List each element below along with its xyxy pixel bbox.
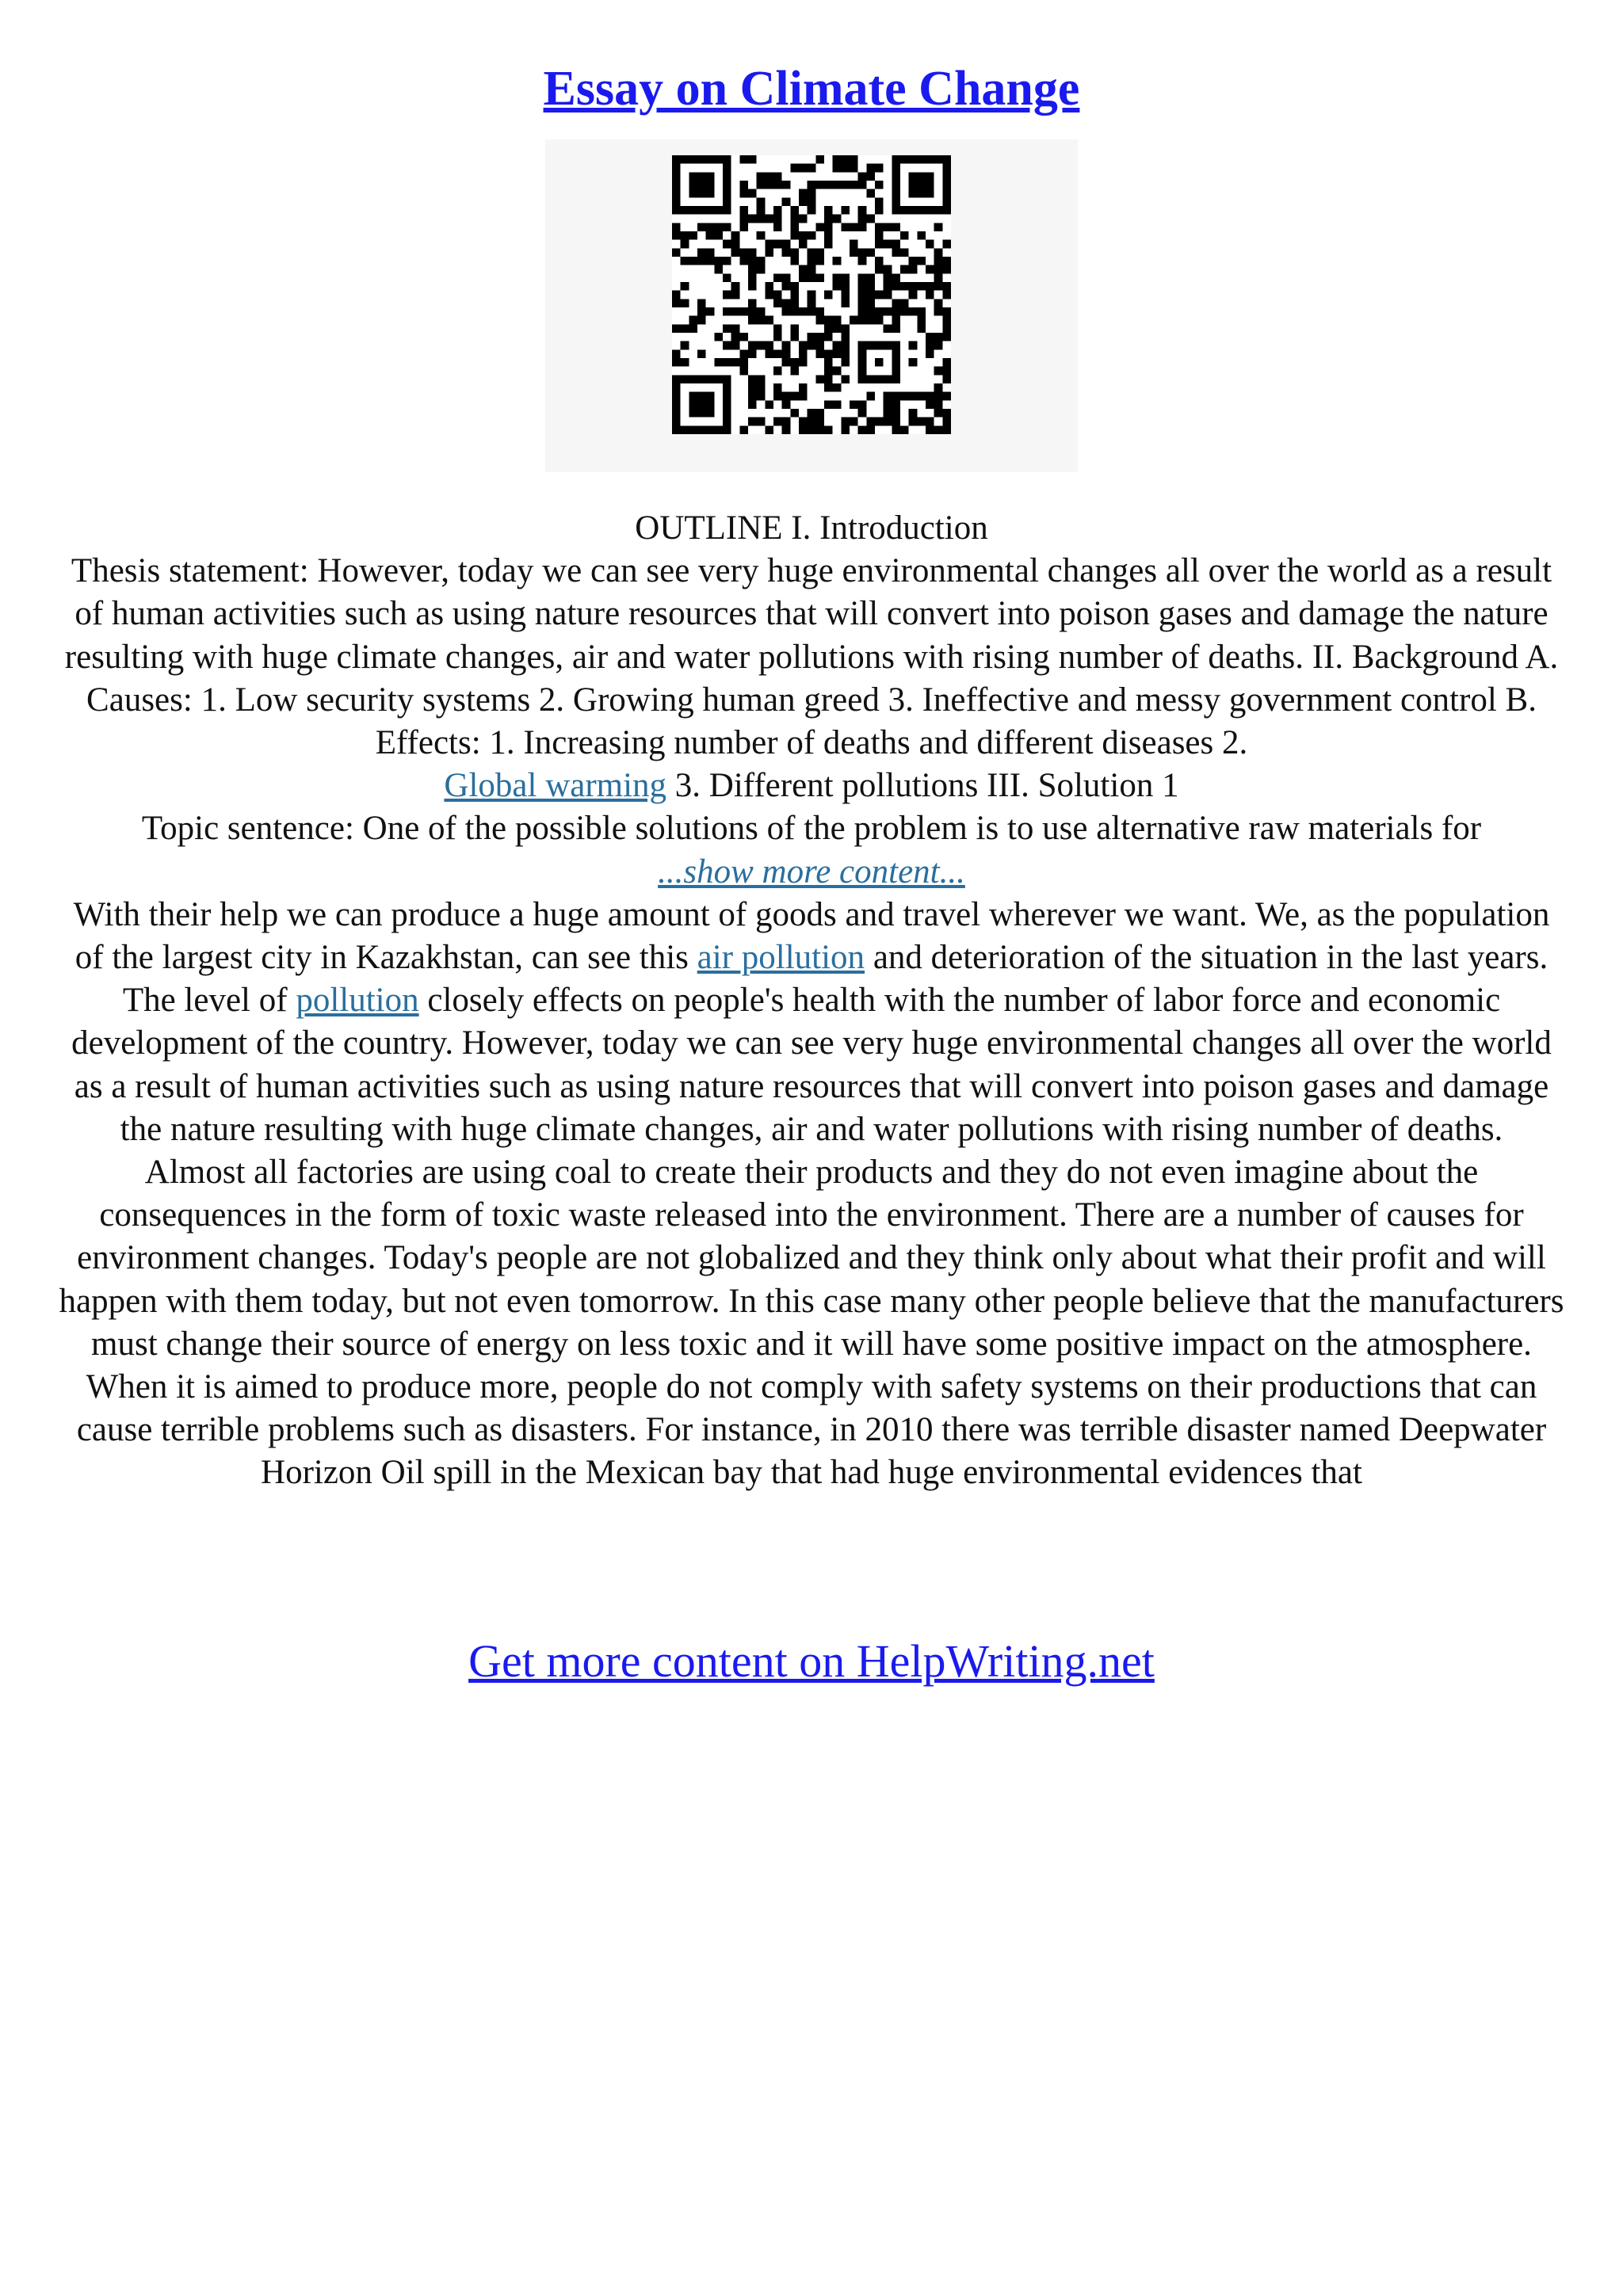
essay-body <box>55 507 1568 1495</box>
paragraph-1-text-2: and deterioration of the situation in the last years. The level of <box>122 939 1549 1020</box>
show-more-link[interactable]: ...show more content... <box>658 852 965 891</box>
thesis-text-1: Thesis statement: However, today we can see very huge environmental changes all over the world as a result of human activities such as using nature resources that will convert into poison gases and damage the nature resulting with huge climate changes, air and water pollutions with rising number of deaths. II. Background A. Causes: 1. Low security systems 2. Growing human greed 3. Ineffective and messy government control B. Effects: 1. Increasing number of deaths and different diseases 2. <box>64 552 1559 762</box>
thesis-statement <box>55 550 1568 807</box>
pollution-link[interactable]: pollution <box>296 982 419 1020</box>
qr-code-area <box>545 139 1078 472</box>
footer <box>0 1634 1623 1689</box>
global-warming-link[interactable]: Global warming <box>444 767 667 805</box>
title-link[interactable]: Essay on Climate Change <box>543 62 1080 116</box>
thesis-text-2: 3. Different pollutions III. Solution 1 <box>666 767 1179 805</box>
paragraph-1-text-3: closely effects on people's health with the number of labor force and economic development of the country. However, today we can see very huge environmental changes all over the world as a result of human activities such as using nature resources that will convert into poison gases and damage the nature resulting with huge climate changes, air and water pollutions with rising number of deaths. <box>71 982 1552 1148</box>
air-pollution-link[interactable]: air pollution <box>697 939 865 977</box>
get-more-content-link[interactable]: Get more content on HelpWriting.net <box>468 1635 1155 1687</box>
page-title <box>0 57 1623 120</box>
paragraph-1 <box>55 894 1568 1151</box>
topic-sentence: Topic sentence: One of the possible solutions of the problem is to use alternative raw materials for <box>141 810 1482 848</box>
outline-heading: OUTLINE I. Introduction <box>635 509 988 547</box>
paragraph-1-text-1: With their help we can produce a huge amount of goods and travel wherever we want. We, as the population of the largest city in Kazakhstan, can see this <box>73 895 1550 977</box>
paragraph-2: Almost all factories are using coal to create their products and they do not even imagine about the consequences in the form of toxic waste released into the environment. There are a number of causes for environment changes. Today's people are not globalized and they think only about what their profit and will happen with them today, but not even tomorrow. In this case many other people believe that the manufacturers must change their source of energy on less toxic and it will have some positive impact on the atmosphere. When it is aimed to produce more, people do not comply with safety systems on their productions that can cause terrible problems such as disasters. For instance, in 2010 there was terrible disaster named Deepwater Horizon Oil spill in the Mexican bay that had huge environmental evidences that <box>59 1154 1564 1492</box>
qr-code-icon[interactable] <box>672 155 951 434</box>
